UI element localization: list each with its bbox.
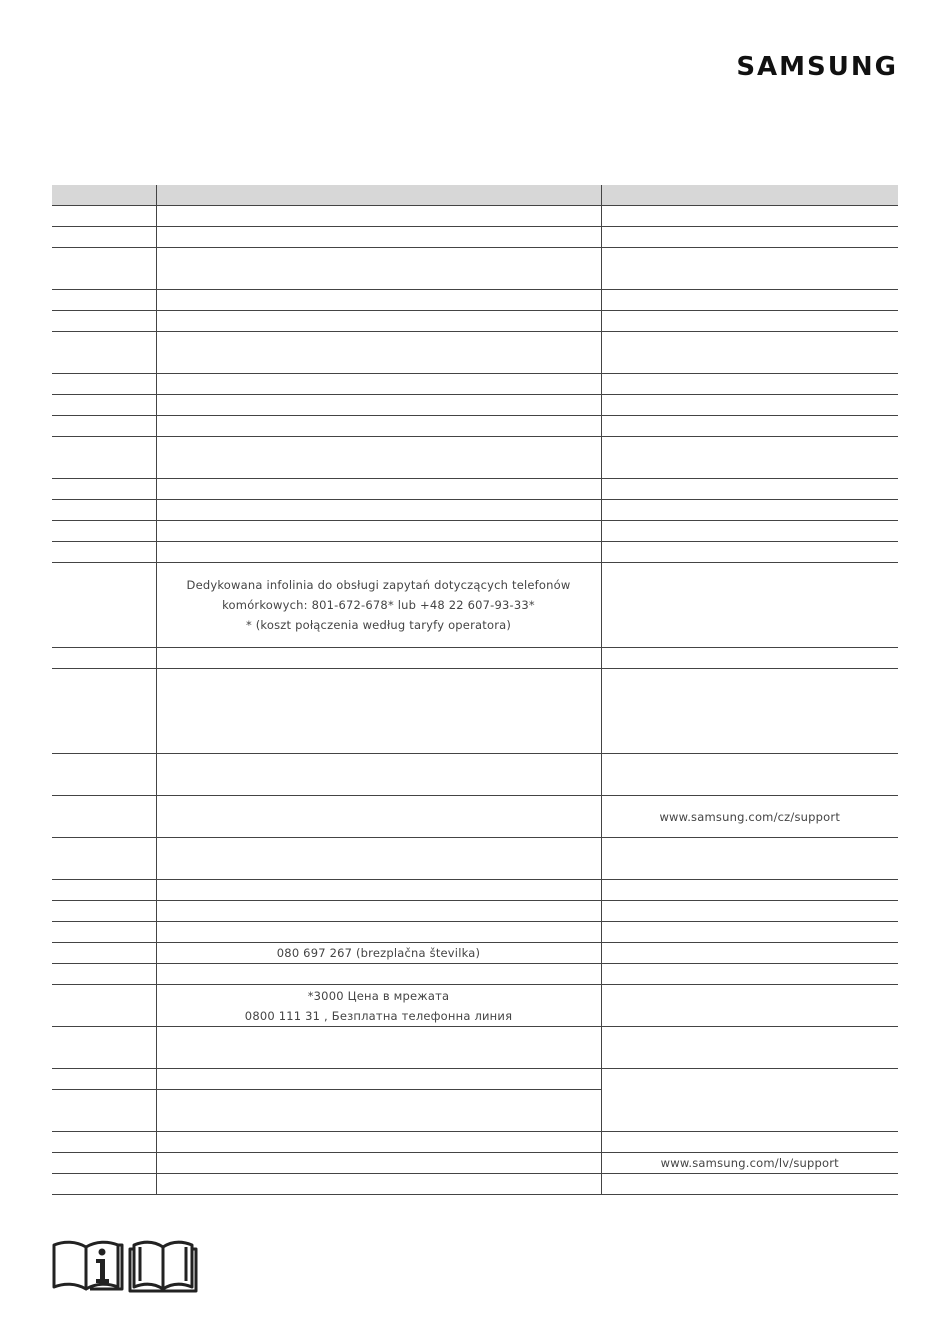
country-cell: [52, 374, 156, 395]
website-link[interactable]: www.samsung.com/cz/support: [659, 809, 841, 824]
contact-centre-cell: [156, 964, 601, 985]
country-cell: [52, 395, 156, 416]
contact-table: [52, 185, 898, 1195]
website-cell: [601, 500, 898, 521]
country-cell: [52, 1090, 156, 1132]
table-header-row: [52, 185, 898, 206]
website-cell: [601, 521, 898, 542]
contact-line: * (koszt połączenia według taryfy operatora): [245, 618, 512, 632]
country-cell: [52, 437, 156, 479]
contact-centre-cell: [156, 563, 601, 648]
contact-line: 080 697 267 (brezplačna številka): [276, 946, 481, 960]
open-book-icon: [130, 1242, 196, 1291]
table-row: [52, 416, 898, 437]
header-website: [601, 185, 898, 206]
website-cell: [601, 1153, 898, 1174]
website-cell: [601, 648, 898, 669]
contact-centre-cell: [156, 332, 601, 374]
header-country: [52, 185, 156, 206]
contact-centre-cell: [156, 521, 601, 542]
table-row: [52, 395, 898, 416]
table-row: [52, 374, 898, 395]
contact-centre-cell: [156, 248, 601, 290]
contact-centre-cell: [156, 437, 601, 479]
table-row: [52, 838, 898, 880]
manual-icons: [52, 1237, 198, 1293]
website-cell: [601, 311, 898, 332]
website-cell: [601, 1174, 898, 1195]
contact-centre-cell: [156, 754, 601, 796]
website-cell: [601, 922, 898, 943]
contact-centre-cell: [156, 542, 601, 563]
contact-centre-cell: [156, 500, 601, 521]
contact-line: komórkowych: 801-672-678* lub +48 22 607-93-33*: [222, 598, 535, 612]
website-cell: [601, 290, 898, 311]
table-row: [52, 754, 898, 796]
samsung-logo: SAMSUNG: [736, 52, 898, 82]
country-cell: [52, 1174, 156, 1195]
country-cell: [52, 754, 156, 796]
book-info-icon: [54, 1242, 122, 1289]
table-row: [52, 563, 898, 648]
table-row: [52, 332, 898, 374]
contact-centre-cell: [156, 416, 601, 437]
website-cell: [601, 374, 898, 395]
website-cell: [601, 796, 898, 838]
table-row: [52, 901, 898, 922]
table-row: [52, 880, 898, 901]
table-row: [52, 542, 898, 563]
country-cell: [52, 1153, 156, 1174]
country-cell: [52, 1132, 156, 1153]
website-cell: [601, 901, 898, 922]
table-row: [52, 521, 898, 542]
website-cell: [601, 248, 898, 290]
table-row: [52, 1174, 898, 1195]
country-cell: [52, 838, 156, 880]
country-cell: [52, 985, 156, 1027]
website-cell: [601, 669, 898, 754]
website-cell: [601, 206, 898, 227]
table-row: [52, 479, 898, 500]
contact-centre-cell: [156, 1132, 601, 1153]
website-cell: [601, 227, 898, 248]
table-row: [52, 1069, 898, 1090]
country-cell: [52, 880, 156, 901]
contact-centre-cell: [156, 922, 601, 943]
country-cell: [52, 1069, 156, 1090]
country-cell: [52, 290, 156, 311]
contact-centre-cell: [156, 1153, 601, 1174]
website-cell: [601, 1027, 898, 1069]
table-row: [52, 248, 898, 290]
country-cell: [52, 901, 156, 922]
contact-centre-cell: [156, 1090, 601, 1132]
contact-centre-cell: [156, 479, 601, 500]
country-cell: [52, 669, 156, 754]
website-cell: [601, 838, 898, 880]
country-cell: [52, 479, 156, 500]
website-cell: [601, 943, 898, 964]
contact-line: *3000 Цена в мрежата: [307, 988, 450, 1003]
table-row: [52, 1027, 898, 1069]
country-cell: [52, 416, 156, 437]
contact-centre-cell: [156, 1027, 601, 1069]
table-row: [52, 669, 898, 754]
country-cell: [52, 332, 156, 374]
contact-line: Dedykowana infolinia do obsługi zapytań dotyczących telefonów: [186, 578, 571, 592]
table-row: [52, 311, 898, 332]
country-cell: [52, 922, 156, 943]
country-cell: [52, 563, 156, 648]
contact-centre-cell: [156, 648, 601, 669]
header-contact-centre: [156, 185, 601, 206]
contact-centre-cell: [156, 669, 601, 754]
table-row: [52, 206, 898, 227]
contact-centre-cell: [156, 1174, 601, 1195]
table-row: [52, 1153, 898, 1174]
contact-centre-cell: [156, 985, 601, 1027]
table-row: [52, 500, 898, 521]
website-cell: [601, 542, 898, 563]
table-row: [52, 1132, 898, 1153]
website-cell: [601, 985, 898, 1027]
country-cell: [52, 648, 156, 669]
contact-centre-cell: [156, 395, 601, 416]
contact-line: 0800 111 31 , Безплатна телефонна линия: [244, 1008, 513, 1023]
contact-centre-cell: [156, 796, 601, 838]
table-row: [52, 796, 898, 838]
contact-centre-cell: [156, 943, 601, 964]
contact-centre-cell: [156, 227, 601, 248]
table-row: [52, 227, 898, 248]
website-cell: [601, 754, 898, 796]
website-cell: [601, 964, 898, 985]
website-cell: [601, 880, 898, 901]
contact-centre-cell: [156, 880, 601, 901]
contact-centre-cell: [156, 206, 601, 227]
website-cell: [601, 437, 898, 479]
table-row: [52, 648, 898, 669]
website-cell: [601, 1069, 898, 1132]
table-body: [52, 206, 898, 1195]
contact-centre-cell: [156, 311, 601, 332]
website-cell: [601, 395, 898, 416]
table-row: [52, 437, 898, 479]
website-cell: [601, 479, 898, 500]
table-row: [52, 943, 898, 964]
website-link[interactable]: www.samsung.com/lv/support: [660, 1156, 839, 1170]
country-cell: [52, 964, 156, 985]
country-cell: [52, 500, 156, 521]
table-row: [52, 964, 898, 985]
country-cell: [52, 227, 156, 248]
website-cell: [601, 416, 898, 437]
table-row: [52, 290, 898, 311]
country-cell: [52, 796, 156, 838]
contact-centre-cell: [156, 1069, 601, 1090]
country-cell: [52, 542, 156, 563]
contact-centre-cell: [156, 374, 601, 395]
country-cell: [52, 943, 156, 964]
website-cell: [601, 1132, 898, 1153]
contact-centre-cell: [156, 290, 601, 311]
website-cell: [601, 563, 898, 648]
website-cell: [601, 332, 898, 374]
table-row: [52, 985, 898, 1027]
country-cell: [52, 521, 156, 542]
country-cell: [52, 248, 156, 290]
country-cell: [52, 311, 156, 332]
table-row: [52, 922, 898, 943]
country-cell: [52, 1027, 156, 1069]
country-cell: [52, 206, 156, 227]
contact-centre-cell: [156, 838, 601, 880]
contact-centre-cell: [156, 901, 601, 922]
